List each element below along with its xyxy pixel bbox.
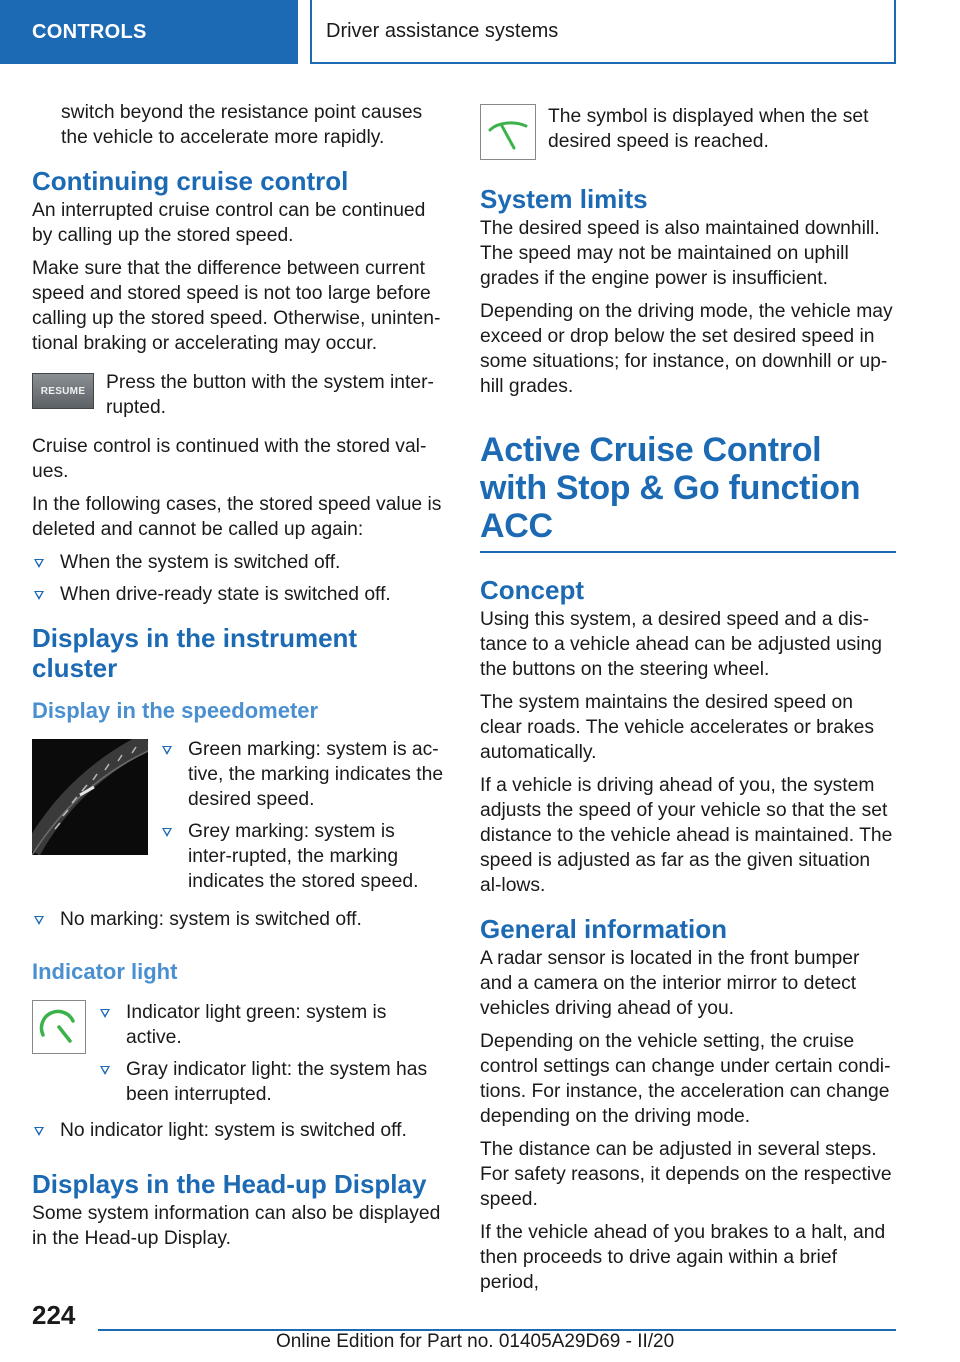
concept-heading: Concept [480,575,584,605]
hud-symbol-row [480,104,896,160]
list-item: No marking: system is switched off. [32,907,444,932]
hud-paragraph: Some system information can also be displayed in the Head-up Display. [32,1203,441,1249]
speedometer-list [160,737,444,901]
continuing-paragraph-1: An interrupted cruise control can be continued by calling up the stored speed. [32,200,426,246]
hud-symbol-box [480,104,536,160]
continuing-cruise-heading: Continuing cruise control [32,166,349,196]
indicator-symbol-box [32,1000,86,1054]
limits-paragraph-2: Depending on the driving mode, the vehicle may exceed or drop below the set desired speed in some situations; for instance, on downhill or up‐hill grades. [480,301,893,397]
resume-button-label: RESUME [40,385,86,397]
list-item: Indicator light green: system is active. [98,1000,444,1050]
system-limits-heading: System limits [480,184,648,214]
concept-paragraph-3: If a vehicle is driving ahead of you, the system adjusts the speed of your vehicle so that the set distance to the vehicle ahead is maintained. The speed is adjusted as far as the given situation al‐lows. [480,775,893,896]
resume-text: Press the button with the system inter‐rupted. [106,372,434,418]
header-section-tab [0,0,298,64]
continued-paragraph: Cruise control is continued with the stored val‐ues. [32,436,427,482]
general-paragraph-3: The distance can be adjusted in several steps. For safety reasons, it depends on the respective speed. [480,1139,892,1210]
general-paragraph-4: If the vehicle ahead of you brakes to a halt, and then proceeds to drive again within a brief period, [480,1222,886,1293]
list-item: Green marking: system is ac‐tive, the marking indicates the desired speed. [160,737,444,812]
acc-heading: Active Cruise Control with Stop & Go function ACC [480,431,896,553]
indicator-none-list [32,1118,444,1143]
header-chapter-box [310,0,896,64]
deleted-list [32,550,444,607]
list-item: When drive-ready state is switched off. [32,582,444,607]
speedometer-image [32,739,148,855]
concept-paragraph-1: Using this system, a desired speed and a dis‐tance to a vehicle ahead can be adjusted using the buttons on the steering wheel. [480,609,882,680]
header-chapter-label: Driver assistance systems [326,19,559,42]
general-paragraph-2: Depending on the vehicle setting, the cruise control settings can change under certain condi‐tions. For instance, the acceleration can change depending on the driving mode. [480,1031,891,1127]
page-number: 224 [32,1300,76,1330]
speedometer-dial-icon [32,739,148,855]
speedometer-row [32,739,444,901]
hud-symbol-text: The symbol is displayed when the set desired speed is reached. [548,106,869,152]
deleted-paragraph: In the following cases, the stored speed value is deleted and cannot be called up again: [32,494,442,540]
speedometer-nomarking-list [32,907,444,932]
cruise-indicator-green-icon [37,1005,81,1049]
left-column [32,100,444,1259]
speedometer-heading: Display in the speedometer [32,698,319,723]
right-column [480,104,896,1303]
continuing-paragraph-2: Make sure that the difference between current speed and stored speed is not too large before calling up the stored speed. Otherwise, uninten‐tional braking or accelerating may occur. [32,258,441,354]
indicator-row [32,1000,444,1114]
hud-heading: Displays in the Head-up Display [32,1169,427,1199]
list-item: Grey marking: system is inter‐rupted, the marking indicates the stored speed. [160,819,444,894]
general-info-heading: General information [480,914,728,944]
list-item: Gray indicator light: the system has been interrupted. [98,1057,444,1107]
intro-paragraph: switch beyond the resistance point causes the vehicle to accelerate more rapidly. [61,102,423,148]
general-paragraph-1: A radar sensor is located in the front bumper and a camera on the interior mirror to detect vehicles driving ahead of you. [480,948,860,1019]
indicator-list [98,1000,444,1114]
indicator-light-heading: Indicator light [32,959,178,984]
header-section-label: CONTROLS [32,20,147,43]
list-item: No indicator light: system is switched off. [32,1118,444,1143]
hud-speed-reached-icon [486,110,530,154]
footer-edition: Online Edition for Part no. 01405A29D69 - II/20 [276,1331,675,1352]
concept-paragraph-2: The system maintains the desired speed on clear roads. The vehicle accelerates or brakes automatically. [480,692,875,763]
resume-row [32,370,444,420]
resume-button-icon [32,373,94,409]
limits-paragraph-1: The desired speed is also maintained downhill. The speed may not be maintained on uphill grades if the engine power is insufficient. [480,218,880,289]
list-item: When the system is switched off. [32,550,444,575]
displays-instrument-heading: Displays in the instrument cluster [32,623,358,683]
